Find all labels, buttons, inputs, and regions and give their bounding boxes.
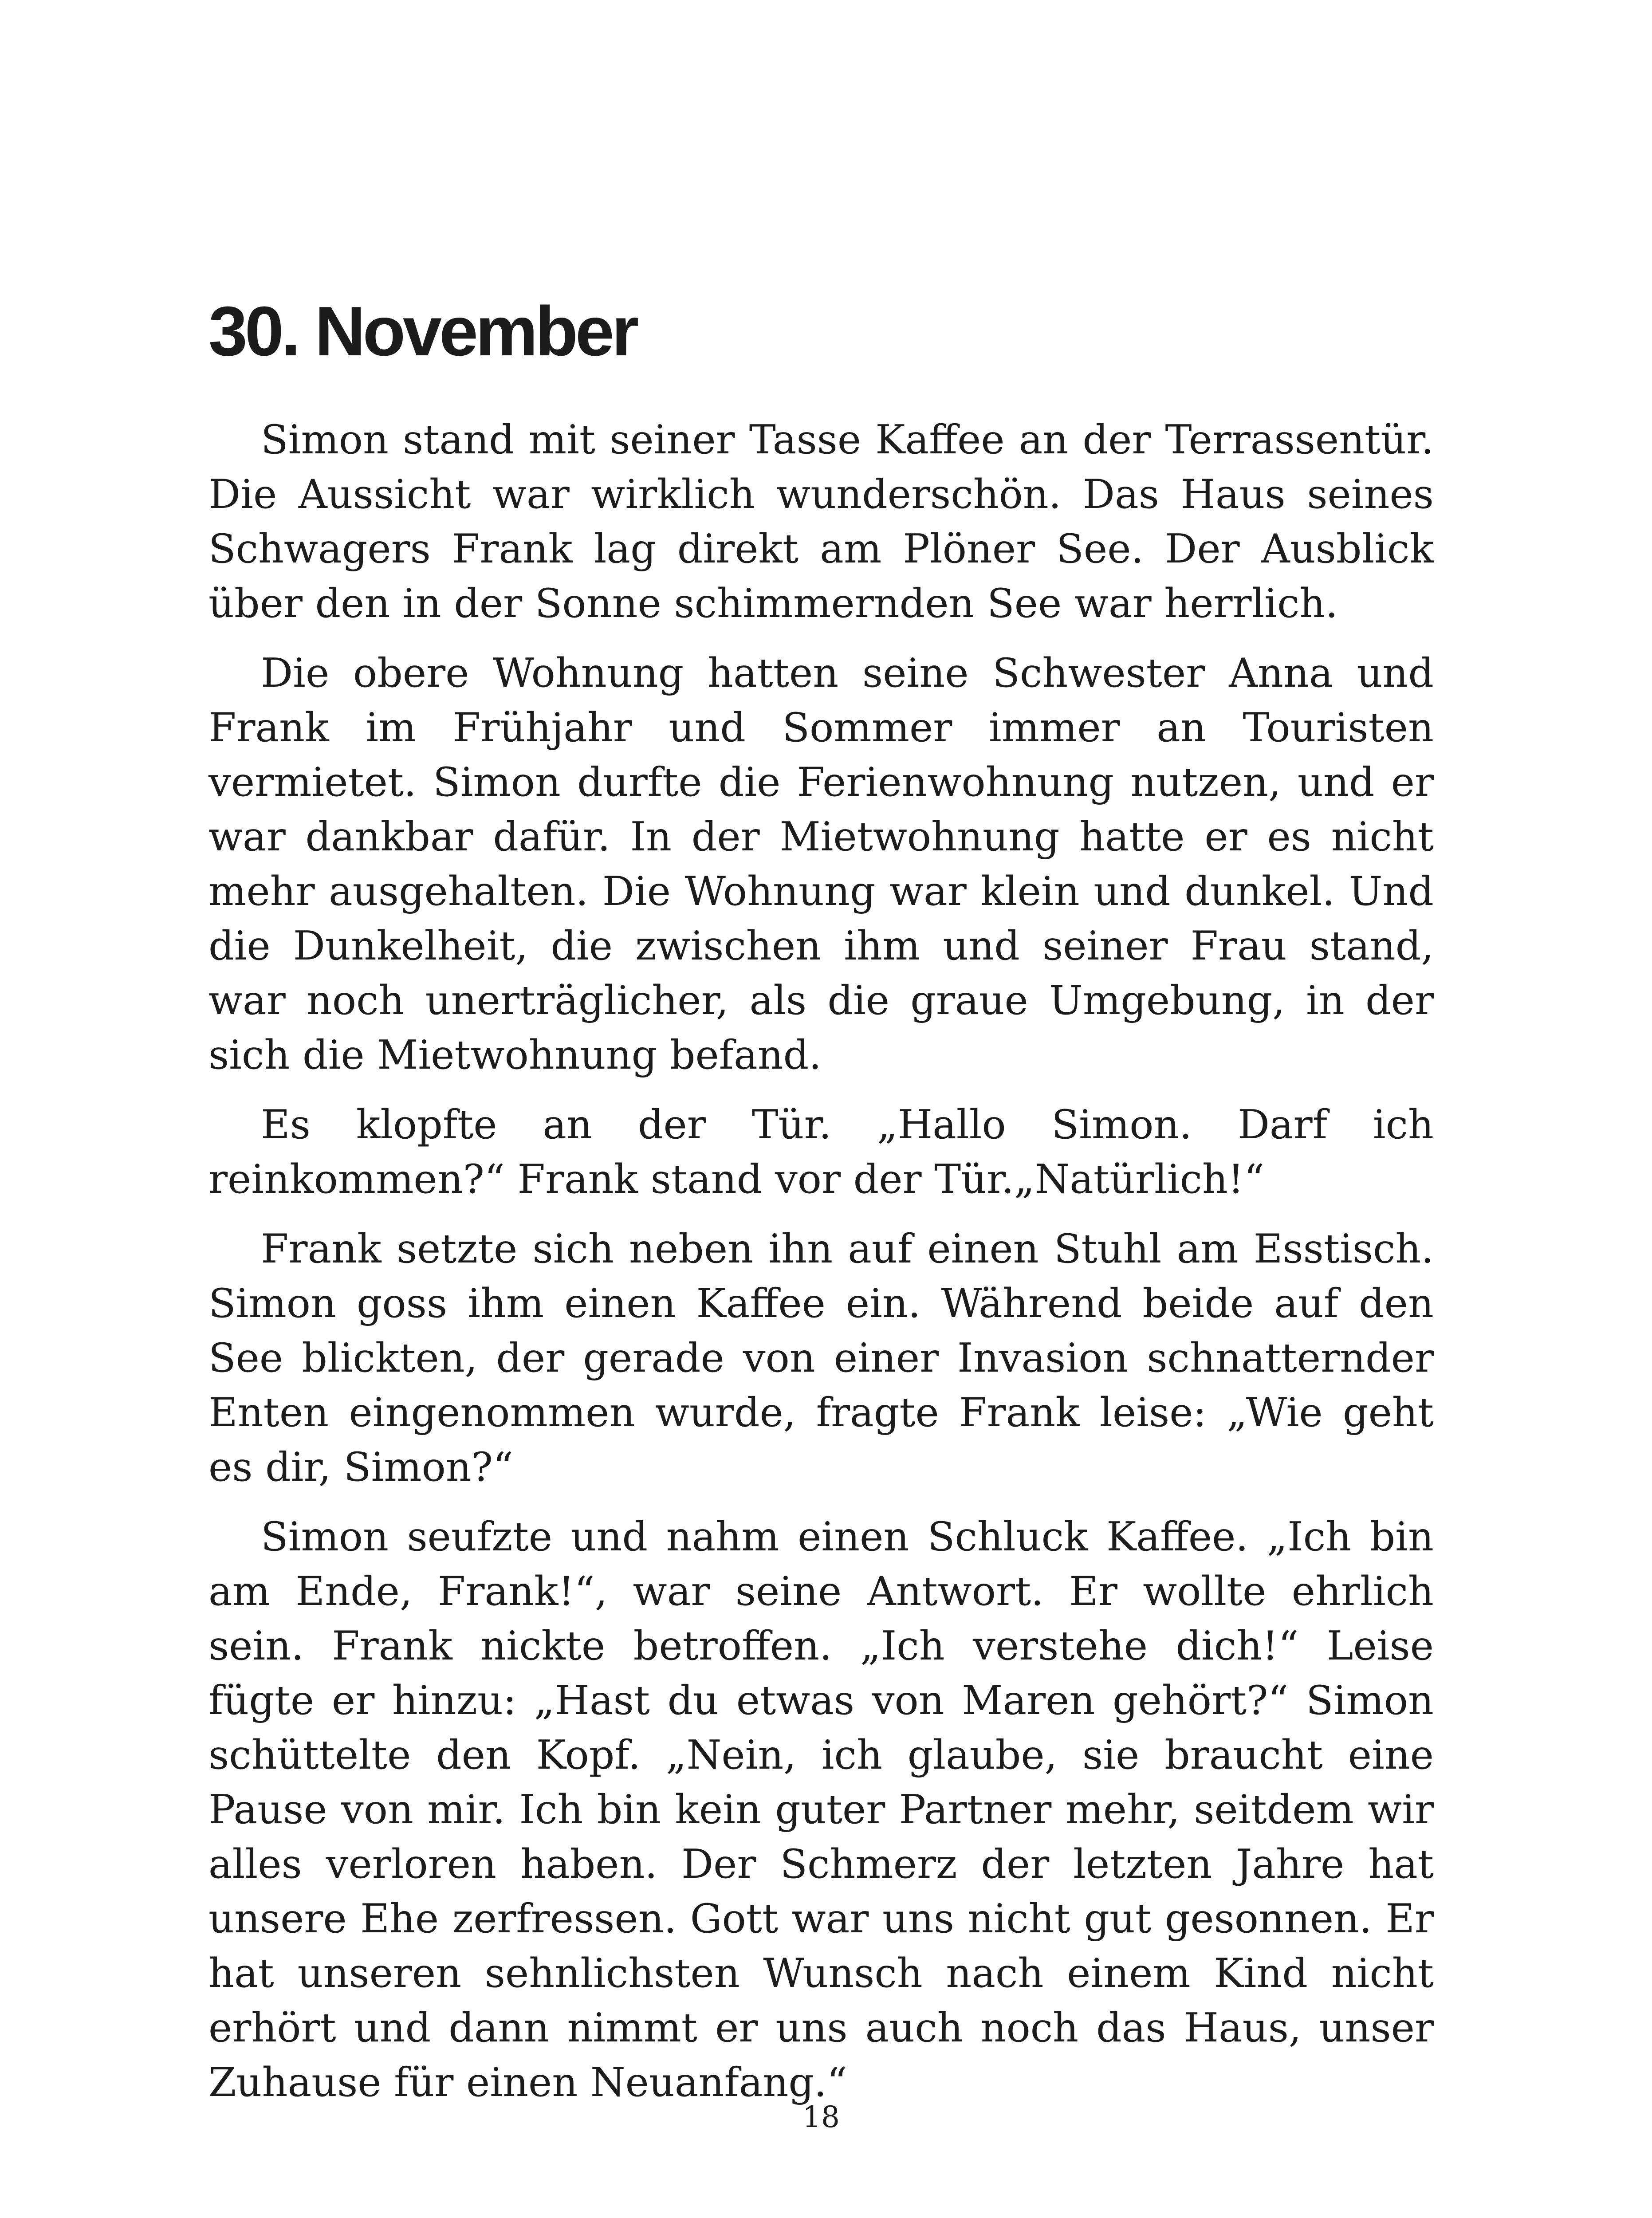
paragraph-3: Es klopfte an der Tür. „Hallo Simon. Darf ich reinkommen?“ Frank stand vor der Tür.„Natürlich!“ [208, 1101, 1434, 1203]
page-number: 18 [802, 2100, 840, 2134]
paragraph-4: Frank setzte sich neben ihn auf einen Stuhl am Esstisch. Simon goss ihm einen Kaffee ein. Während beide auf den See blickten, der gerade von einer Invasion schnatternder Enten eingenommen wurde, fragte Frank leise: „Wie geht es dir, Simon?“ [208, 1226, 1434, 1490]
paragraph-2: Die obere Wohnung hatten seine Schwester Anna und Frank im Frühjahr und Sommer immer an Touristen vermietet. Simon durfte die Ferienwohnung nutzen, und er war dankbar dafür. In der Mietwohnung hatte er es nicht mehr ausgehalten. Die Wohnung war klein und dunkel. Und die Dunkelheit, die zwischen ihm und seiner Frau stand, war noch unerträglicher, als die graue Umgebung, in der sich die Mietwohnung befand. [208, 650, 1434, 1078]
book-page [208, 0, 1434, 2218]
paragraph-5: Simon seufzte und nahm einen Schluck Kaffee. „Ich bin am Ende, Frank!“, war seine Antwort. Er wollte ehrlich sein. Frank nickte betroffen. „Ich verstehe dich!“ Leise fügte er hinzu: „Hast du etwas von Maren gehört?“ Simon schüttelte den Kopf. „Nein, ich glaube, sie braucht eine Pause von mir. Ich bin kein guter Partner mehr, seitdem wir alles verloren haben. Der Schmerz der letzten Jahre hat unsere Ehe zerfressen. Gott war uns nicht gut gesonnen. Er hat unseren sehnlichsten Wunsch nach einem Kind nicht erhört und dann nimmt er uns auch noch das Haus, unser Zuhause für einen Neuanfang.“ [208, 1514, 1434, 2106]
paragraph-1: Simon stand mit seiner Tasse Kaffee an der Terrassentür. Die Aussicht war wirklich wunderschön. Das Haus seines Schwagers Frank lag direkt am Plöner See. Der Ausblick über den in der Sonne schimmernden See war herrlich. [208, 417, 1434, 627]
chapter-title: 30. November [208, 292, 637, 370]
chapter-body [208, 413, 1434, 2125]
